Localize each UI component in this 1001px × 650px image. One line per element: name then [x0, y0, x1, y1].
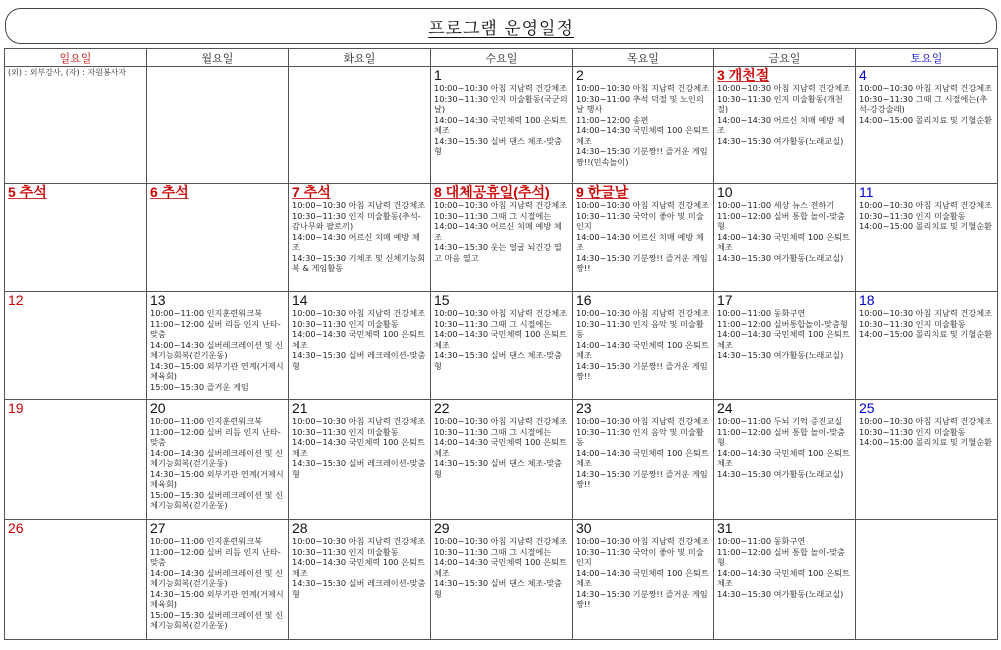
day-events: 10:00~10:30 아침 지남력 건강체조 10:30~11:30 인지 음악 및 미술활동 14:00~14:30 국민체력 100 은퇴트 체조 14:30~15:30 기분짱!! 즐거운 게임짱!!	[576, 308, 710, 381]
calendar-day-cell	[289, 520, 431, 640]
calendar-day-cell	[714, 67, 856, 184]
calendar-day-cell	[856, 400, 998, 520]
day-number: 15	[434, 292, 450, 308]
calendar-day-cell	[5, 400, 147, 520]
calendar-day-cell	[431, 400, 573, 520]
calendar-day-cell	[5, 292, 147, 400]
day-number: 23	[576, 400, 592, 416]
page-title: 프로그램 운영일정	[428, 18, 574, 39]
day-events: 10:00~11:00 세상 뉴스 전하기 11:00~12:00 실버 통합 놀이-맞춤형 14:00~14:30 국민체력 100 은퇴트 체조 14:30~15:30 여가활동(노래교실)	[717, 200, 850, 263]
day-number: 17	[717, 292, 733, 308]
day-events: 10:00~10:30 아침 지남력 건강체조 10:30~11:00 추석 덕절 및 노인의 날 행사 11:00~12:00 송편 14:00~14:30 국민체력 100 은퇴트 체조 14:30~15:30 기분짱!! 즐거운 게임짱!!(민속놀이)	[576, 83, 710, 167]
calendar-day-cell	[573, 400, 714, 520]
day-number: 16	[576, 292, 592, 308]
calendar-table	[4, 48, 998, 640]
day-number: 8 대체공휴일(추석)	[434, 184, 550, 200]
calendar-day-cell	[573, 520, 714, 640]
calendar-day-cell	[573, 67, 714, 184]
day-events: 10:00~10:30 아침 지남력 건강체조 10:30~11:30 인지 미술활동 14:00~15:00 몰리치료 및 기혈순환	[859, 416, 993, 447]
day-events: 10:00~10:30 아침 지남력 건강체조 10:30~11:30 그때 그 시절에는(추석-강강술래) 14:00~15:00 몰리치료 및 기혈순환	[859, 83, 993, 125]
day-events: 10:00~11:00 인지훈련워크북 11:00~12:00 실버 리듬 인지 난타-맞춤 14:00~14:30 실버레크레이션 및 신체기능회복(걷기운동) 14:30~15:00 외부기관 연계(거제시 체육회) 15:00~15:30 실버레크레이션 및 신체기능회복(걷기운동)	[150, 536, 284, 630]
calendar-day-cell	[714, 292, 856, 400]
weekday-header-wednesday: 수요일	[431, 49, 573, 67]
day-number: 26	[8, 520, 24, 536]
calendar-day-cell	[147, 67, 289, 184]
day-number: 21	[292, 400, 308, 416]
day-number: 3 개천절	[717, 67, 770, 83]
day-number: 31	[717, 520, 733, 536]
day-events: 10:00~10:30 아침 지남력 건강체조 10:30~11:30 인지 미술활동 14:00~15:00 몰리치료 및 기혈순환	[859, 200, 993, 231]
day-events: 10:00~10:30 아침 지남력 건강체조 10:30~11:30 그때 그 시절에는 14:00~14:30 국민체력 100 은퇴트 체조 14:30~15:30 실버 댄스 체조-맞춤형	[434, 308, 568, 371]
day-number: 25	[859, 400, 875, 416]
calendar-day-cell	[714, 400, 856, 520]
day-number: 27	[150, 520, 166, 536]
calendar-day-cell	[856, 184, 998, 292]
day-number: 1	[434, 67, 442, 83]
day-number: 13	[150, 292, 166, 308]
day-number: 6 추석	[150, 184, 189, 200]
weekday-header-sunday: 일요일	[5, 49, 147, 67]
calendar-day-cell	[431, 67, 573, 184]
day-events: 10:00~10:30 아침 지남력 건강체조 10:30~11:30 그때 그 시절에는 14:00~14:30 국민체력 100 은퇴트 체조 14:30~15:30 실버 댄스 체조-맞춤형	[434, 416, 568, 479]
day-number: 2	[576, 67, 584, 83]
day-number: 4	[859, 67, 867, 83]
calendar-day-cell	[147, 292, 289, 400]
day-events: 10:00~10:30 아침 지남력 건강체조 10:30~11:30 인지 음악 및 미술활동 14:00~14:30 국민체력 100 은퇴트 체조 14:30~15:30 기분짱!! 즐거운 게임짱!!	[576, 416, 710, 489]
day-events: 10:00~10:30 아침 지남력 건강체조 10:30~11:30 국악이 좋아 및 미술인지 14:00~14:30 어르신 치매 예방 체조 14:30~15:30 기분짱!! 즐거운 게임짱!!	[576, 200, 710, 273]
day-events: 10:00~10:30 아침 지남력 건강체조 10:30~11:30 그때 그 시절에는 14:00~14:30 어르신 치매 예방 체조 14:30~15:30 웃는 얼굴 뇌건강 열고 마음 열고	[434, 200, 568, 263]
calendar-day-cell	[431, 184, 573, 292]
calendar-day-cell	[431, 520, 573, 640]
day-number: 28	[292, 520, 308, 536]
calendar-week-row	[5, 292, 998, 400]
calendar-day-cell	[289, 67, 431, 184]
day-number: 19	[8, 400, 24, 416]
calendar-day-cell	[856, 520, 998, 640]
calendar-week-row	[5, 67, 998, 184]
calendar-day-cell	[5, 520, 147, 640]
weekday-header-tuesday: 화요일	[289, 49, 431, 67]
calendar-day-cell	[147, 400, 289, 520]
day-events: 10:00~10:30 아침 지남력 건강체조 10:30~11:30 인지 미술활동 14:00~14:30 국민체력 100 은퇴트 체조 14:30~15:30 실버 레크레이션-맞춤형	[292, 536, 426, 599]
calendar-day-cell	[856, 292, 998, 400]
day-events: 10:00~10:30 아침 지남력 건강체조 10:30~11:30 인지 미술활동 14:00~14:30 국민체력 100 은퇴트 체조 14:30~15:30 실버 레크레이션-맞춤형	[292, 416, 426, 479]
weekday-header-friday: 금요일	[714, 49, 856, 67]
day-events: 10:00~11:00 인지훈련워크북 11:00~12:00 실버 리듬 인지 난타-맞춤 14:00~14:30 실버레크레이션 및 신체기능회복(걷기운동) 14:30~15:00 외부기관 연계(거제시 체육회) 15:00~15:30 실버레크레이션 및 신체기능회복(걷기운동)	[150, 416, 284, 510]
day-number: 5 추석	[8, 184, 47, 200]
day-number: 20	[150, 400, 166, 416]
day-events: 10:00~11:00 동화구연 11:00~12:00 실버 통합 놀이-맞춤형 14:00~14:30 국민체력 100 은퇴트 체조 14:30~15:30 여가활동(노래교실)	[717, 536, 850, 599]
calendar-day-cell	[5, 67, 147, 184]
title-box	[5, 8, 997, 44]
calendar-day-cell	[714, 520, 856, 640]
calendar-week-row	[5, 520, 998, 640]
calendar-day-cell	[289, 400, 431, 520]
weekday-header-saturday: 토요일	[856, 49, 998, 67]
calendar-day-cell	[5, 184, 147, 292]
day-number: 29	[434, 520, 450, 536]
day-events: 10:00~10:30 아침 지남력 건강체조 10:30~11:30 인지 미술활동(개천절) 14:00~14:30 어르신 치매 예방 체조 14:30~15:30 여가활동(노래교실)	[717, 83, 851, 146]
day-number: 10	[717, 184, 733, 200]
day-number: 18	[859, 292, 875, 308]
day-events: 10:00~11:00 인지훈련워크북 11:00~12:00 실버 리듬 인지 난타-맞춤 14:00~14:30 실버레크레이션 및 신체기능회복(걷기운동) 14:30~15:00 외부기관 연계(거제시 체육회) 15:00~15:30 즐거운 게임	[150, 308, 284, 392]
calendar-day-cell	[573, 184, 714, 292]
day-events: 10:00~10:30 아침 지남력 건강체조 10:30~11:30 그때 그 시절에는 14:00~14:30 국민체력 100 은퇴트 체조 14:30~15:30 실버 댄스 체조-맞춤형	[434, 536, 568, 599]
day-number: 24	[717, 400, 733, 416]
day-number: 14	[292, 292, 308, 308]
day-events: 10:00~11:00 동화구연 11:00~12:00 실버통합놀이-맞춤형 14:00~14:30 국민체력 100 은퇴트 체조 14:30~15:30 여가활동(노래교실)	[717, 308, 850, 360]
weekday-header-row	[5, 49, 998, 67]
calendar-day-cell	[431, 292, 573, 400]
calendar-day-cell	[289, 292, 431, 400]
calendar-day-cell	[856, 67, 998, 184]
day-number: 22	[434, 400, 450, 416]
day-number: 11	[859, 184, 874, 200]
calendar-week-row	[5, 400, 998, 520]
calendar-day-cell	[147, 520, 289, 640]
day-events: 10:00~11:00 두뇌 기억 증진교실 11:00~12:00 실버 통합 놀이-맞춤형 14:00~14:30 국민체력 100 은퇴트 체조 14:30~15:30 여가활동(노래교실)	[717, 416, 850, 479]
day-number: 12	[8, 292, 24, 308]
day-number: 30	[576, 520, 592, 536]
calendar-day-cell	[289, 184, 431, 292]
legend-note: (외) : 외부강사, (자) : 자원봉사자	[8, 68, 127, 77]
calendar-week-row	[5, 184, 998, 292]
weekday-header-monday: 월요일	[147, 49, 289, 67]
day-events: 10:00~10:30 아침 지남력 건강체조 10:30~11:30 국악이 좋아 및 미술인지 14:00~14:30 국민체력 100 은퇴트 체조 14:30~15:30 기분짱!! 즐거운 게임짱!!	[576, 536, 710, 609]
day-events: 10:00~10:30 아침 지남력 건강체조 10:30~11:30 인지 미술활동(국군의 날) 14:00~14:30 국민체력 100 은퇴트 체조 14:30~15:30 실버 댄스 체조-맞춤형	[434, 83, 568, 156]
day-events: 10:00~10:30 아침 지남력 건강체조 10:30~11:30 인지 미술활동(추석- 감나무와 팔로끼) 14:00~14:30 어르신 치매 예방 체조 14:30~15:30 기체조 및 신체기능회복 & 게임활동	[292, 200, 426, 273]
day-number: 7 추석	[292, 184, 331, 200]
day-events: 10:00~10:30 아침 지남력 건강체조 10:30~11:30 인지 미술활동 14:00~14:30 국민체력 100 은퇴트 체조 14:30~15:30 실버 레크레이션-맞춤형	[292, 308, 426, 371]
calendar-day-cell	[147, 184, 289, 292]
calendar-day-cell	[714, 184, 856, 292]
weekday-header-thursday: 목요일	[573, 49, 714, 67]
day-events: 10:00~10:30 아침 지남력 건강체조 10:30~11:30 인지 미술활동 14:00~15:00 몰리치료 및 기혈순환	[859, 308, 993, 339]
calendar-day-cell	[573, 292, 714, 400]
day-number: 9 한글날	[576, 184, 629, 200]
